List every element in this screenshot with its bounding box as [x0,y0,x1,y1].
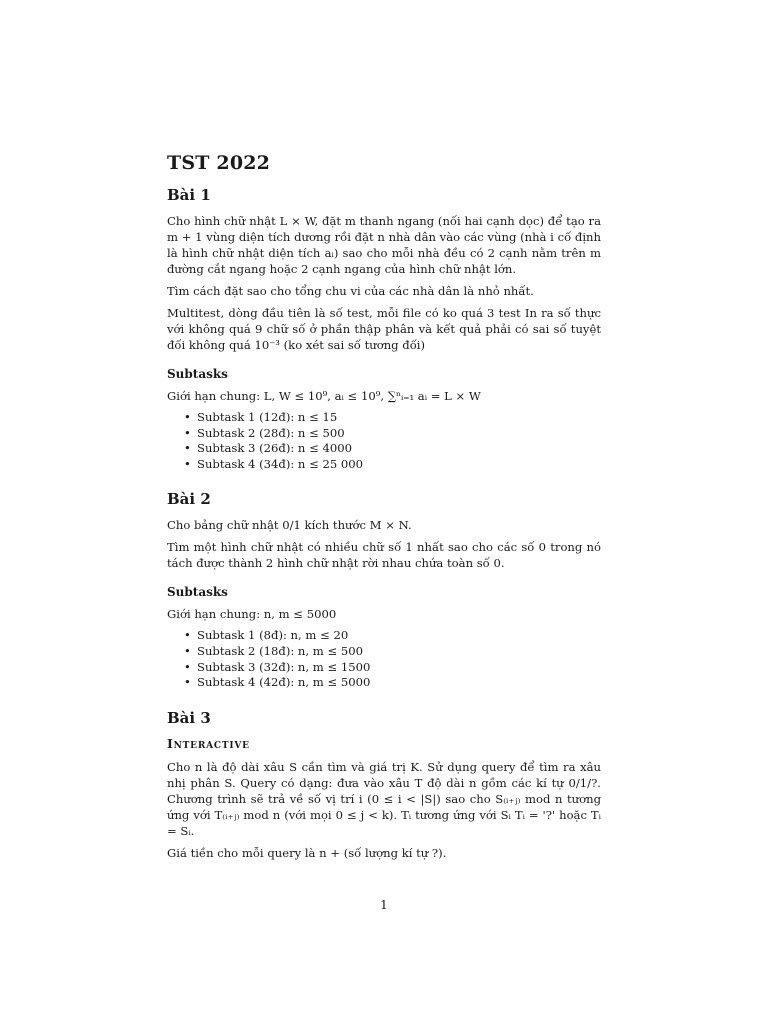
problem-1-paragraph-1: Cho hình chữ nhật L × W, đặt m thanh ngang (nối hai cạnh dọc) để tạo ra m + 1 vùng diện tích dương rồi đặt n nhà dân vào các vùng (nhà i cố định là hình chữ nhật diện tích aᵢ) sao cho mỗi nhà đều có 2 cạnh nằm trên m đường cắt ngang hoặc 2 cạnh ngang của hình chữ nhật lớn. [167,214,601,276]
subtask-item: • Subtask 2 (28đ): n ≤ 500 [180,426,601,442]
problem-2-subtasks-title: Subtasks [167,585,228,600]
page-number: 1 [380,898,388,912]
subtask-item: • Subtask 4 (34đ): n ≤ 25 000 [180,457,601,473]
problem-2-subtask-list [180,628,601,690]
subtask-item: • Subtask 4 (42đ): n, m ≤ 5000 [180,675,601,691]
subtask-item: • Subtask 2 (18đ): n, m ≤ 500 [180,644,601,660]
problem-3-paragraph-2: Giá tiền cho mỗi query là n + (số lượng kí tự ?). [167,845,447,860]
document-content [167,152,601,879]
problem-1-subtask-list [180,410,601,472]
problem-1-title: Bài 1 [167,186,211,204]
problem-3-tag: Interactive [167,735,250,751]
problem-1-paragraph-3: Multitest, dòng đầu tiên là số test, mỗi file có ko quá 3 test In ra số thực với không quá 9 chữ số ở phần thập phân và kết quả phải có sai số tuyệt đối không quá 10⁻³ (ko xét sai số tương đối) [167,306,601,352]
problem-1-paragraph-2: Tìm cách đặt sao cho tổng chu vi của các nhà dân là nhỏ nhất. [167,284,534,298]
problem-3 [167,709,601,861]
subtask-item: • Subtask 3 (32đ): n, m ≤ 1500 [180,660,601,676]
problem-3-paragraph-1: Cho n là độ dài xâu S cần tìm và giá trị K. Sử dụng query để tìm ra xâu nhị phân S. Query có dạng: đưa vào xâu T độ dài n gồm các kí tự 0/1/?. Chương trình sẽ trả về số vị trí i (0 ≤ i < |S|) sao cho S₍ᵢ₊ⱼ₎ mod n tương ứng với T₍ᵢ₊ⱼ₎ mod n (với mọi 0 ≤ j < k). Tᵢ tương ứng với Sᵢ Tᵢ = '?' hoặc Tᵢ = Sᵢ. [167,759,601,838]
subtask-item: • Subtask 1 (12đ): n ≤ 15 [180,410,601,426]
problem-2-paragraph-2: Tìm một hình chữ nhật có nhiều chữ số 1 nhất sao cho các số 0 trong nó tách được thành 2 hình chữ nhật rời nhau chứa toàn số 0. [167,540,601,571]
document-title: TST 2022 [167,152,271,174]
problem-2-title: Bài 2 [167,490,211,509]
problem-1-limits: Giới hạn chung: L, W ≤ 10⁹, aᵢ ≤ 10⁹, ∑ⁿᵢ₌₁ aᵢ = L × W [167,389,481,403]
subtask-item: • Subtask 1 (8đ): n, m ≤ 20 [180,628,601,644]
subtask-item: • Subtask 3 (26đ): n ≤ 4000 [180,441,601,457]
problem-2 [167,490,601,690]
problem-3-title: Bài 3 [167,708,211,727]
problem-1 [167,186,601,472]
problem-2-paragraph-1: Cho bảng chữ nhật 0/1 kích thước M × N. [167,518,412,533]
problem-1-subtasks-title: Subtasks [167,367,228,381]
problem-2-limits: Giới hạn chung: n, m ≤ 5000 [167,607,337,622]
